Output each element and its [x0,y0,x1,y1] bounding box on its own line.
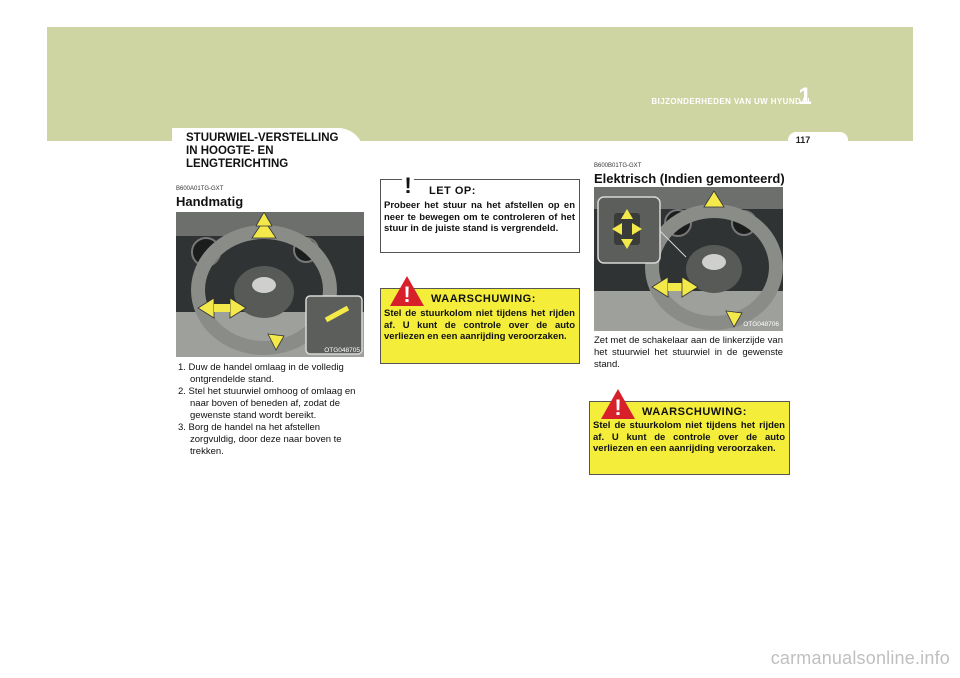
svg-text:!: ! [404,173,412,198]
section-title-line: STUURWIEL-VERSTELLING [186,132,339,144]
list-item: 3. Borg de handel na het afstellen zorgvuldig, door deze naar boven te trekken. [178,422,342,457]
caution-title: LET OP: [429,185,476,197]
warning-icon [389,275,425,307]
electric-text: Zet met de schakelaar aan de linkerzijde van het stuurwiel het stuurwiel in de gewenste stand. [594,335,783,370]
list-item: 2. Stel het stuurwiel omhoog of omlaag en naar boven of beneden af, zodat de gewenste stand wordt bereikt. [178,386,356,421]
svg-text:!: ! [614,395,622,420]
manual-photo-caption: OTG048705 [324,347,360,354]
section-title-line: LENGTERICHTING [186,158,289,170]
warning-box [380,282,580,364]
electric-steering-photo [594,187,783,331]
caution-box [380,173,580,253]
warning-title: WAARSCHUWING: [431,293,536,305]
manual-steering-illustration [176,212,364,357]
watermark: carmanualsonline.info [770,648,950,668]
electric-photo-caption: OTG048706 [743,321,779,328]
caution-icon [391,168,425,198]
warning-text: Stel de stuurkolom niet tijdens het rijden af. U kunt de controle over de auto verliezen en een aanrijding veroorzaken. [593,420,785,454]
electric-subtitle: Elektrisch (Indien gemonteerd) [594,171,785,186]
warning-text: Stel de stuurkolom niet tijdens het rijden af. U kunt de controle over de auto verliezen en een aanrijding veroorzaken. [384,308,575,342]
page-number: 117 [795,135,811,145]
electric-steering-illustration [594,187,783,331]
warning-title: WAARSCHUWING: [642,406,747,418]
section-title-line: IN HOOGTE- EN [186,145,274,157]
warning-box [589,395,790,475]
warning-icon [600,388,636,420]
caution-text: Probeer het stuur na het afstellen op en neer te bewegen om te controleren of het stuur in de juiste stand is vergrendeld. [384,200,575,234]
manual-steps [176,362,365,458]
list-item: 1. Duw de handel omlaag in de volledig ontgrendelde stand. [178,362,344,385]
chapter-number: 1 [798,83,812,110]
electric-code: B600B01TG-GXT [594,163,642,169]
chapter-title: BIJZONDERHEDEN VAN UW HYUNDAI [651,97,810,106]
section-title [186,132,362,171]
manual-steering-photo [176,212,364,357]
header-band [47,27,913,141]
svg-text:!: ! [403,282,411,307]
manual-subtitle: Handmatig [176,194,244,209]
manual-code: B600A01TG-GXT [176,186,224,192]
